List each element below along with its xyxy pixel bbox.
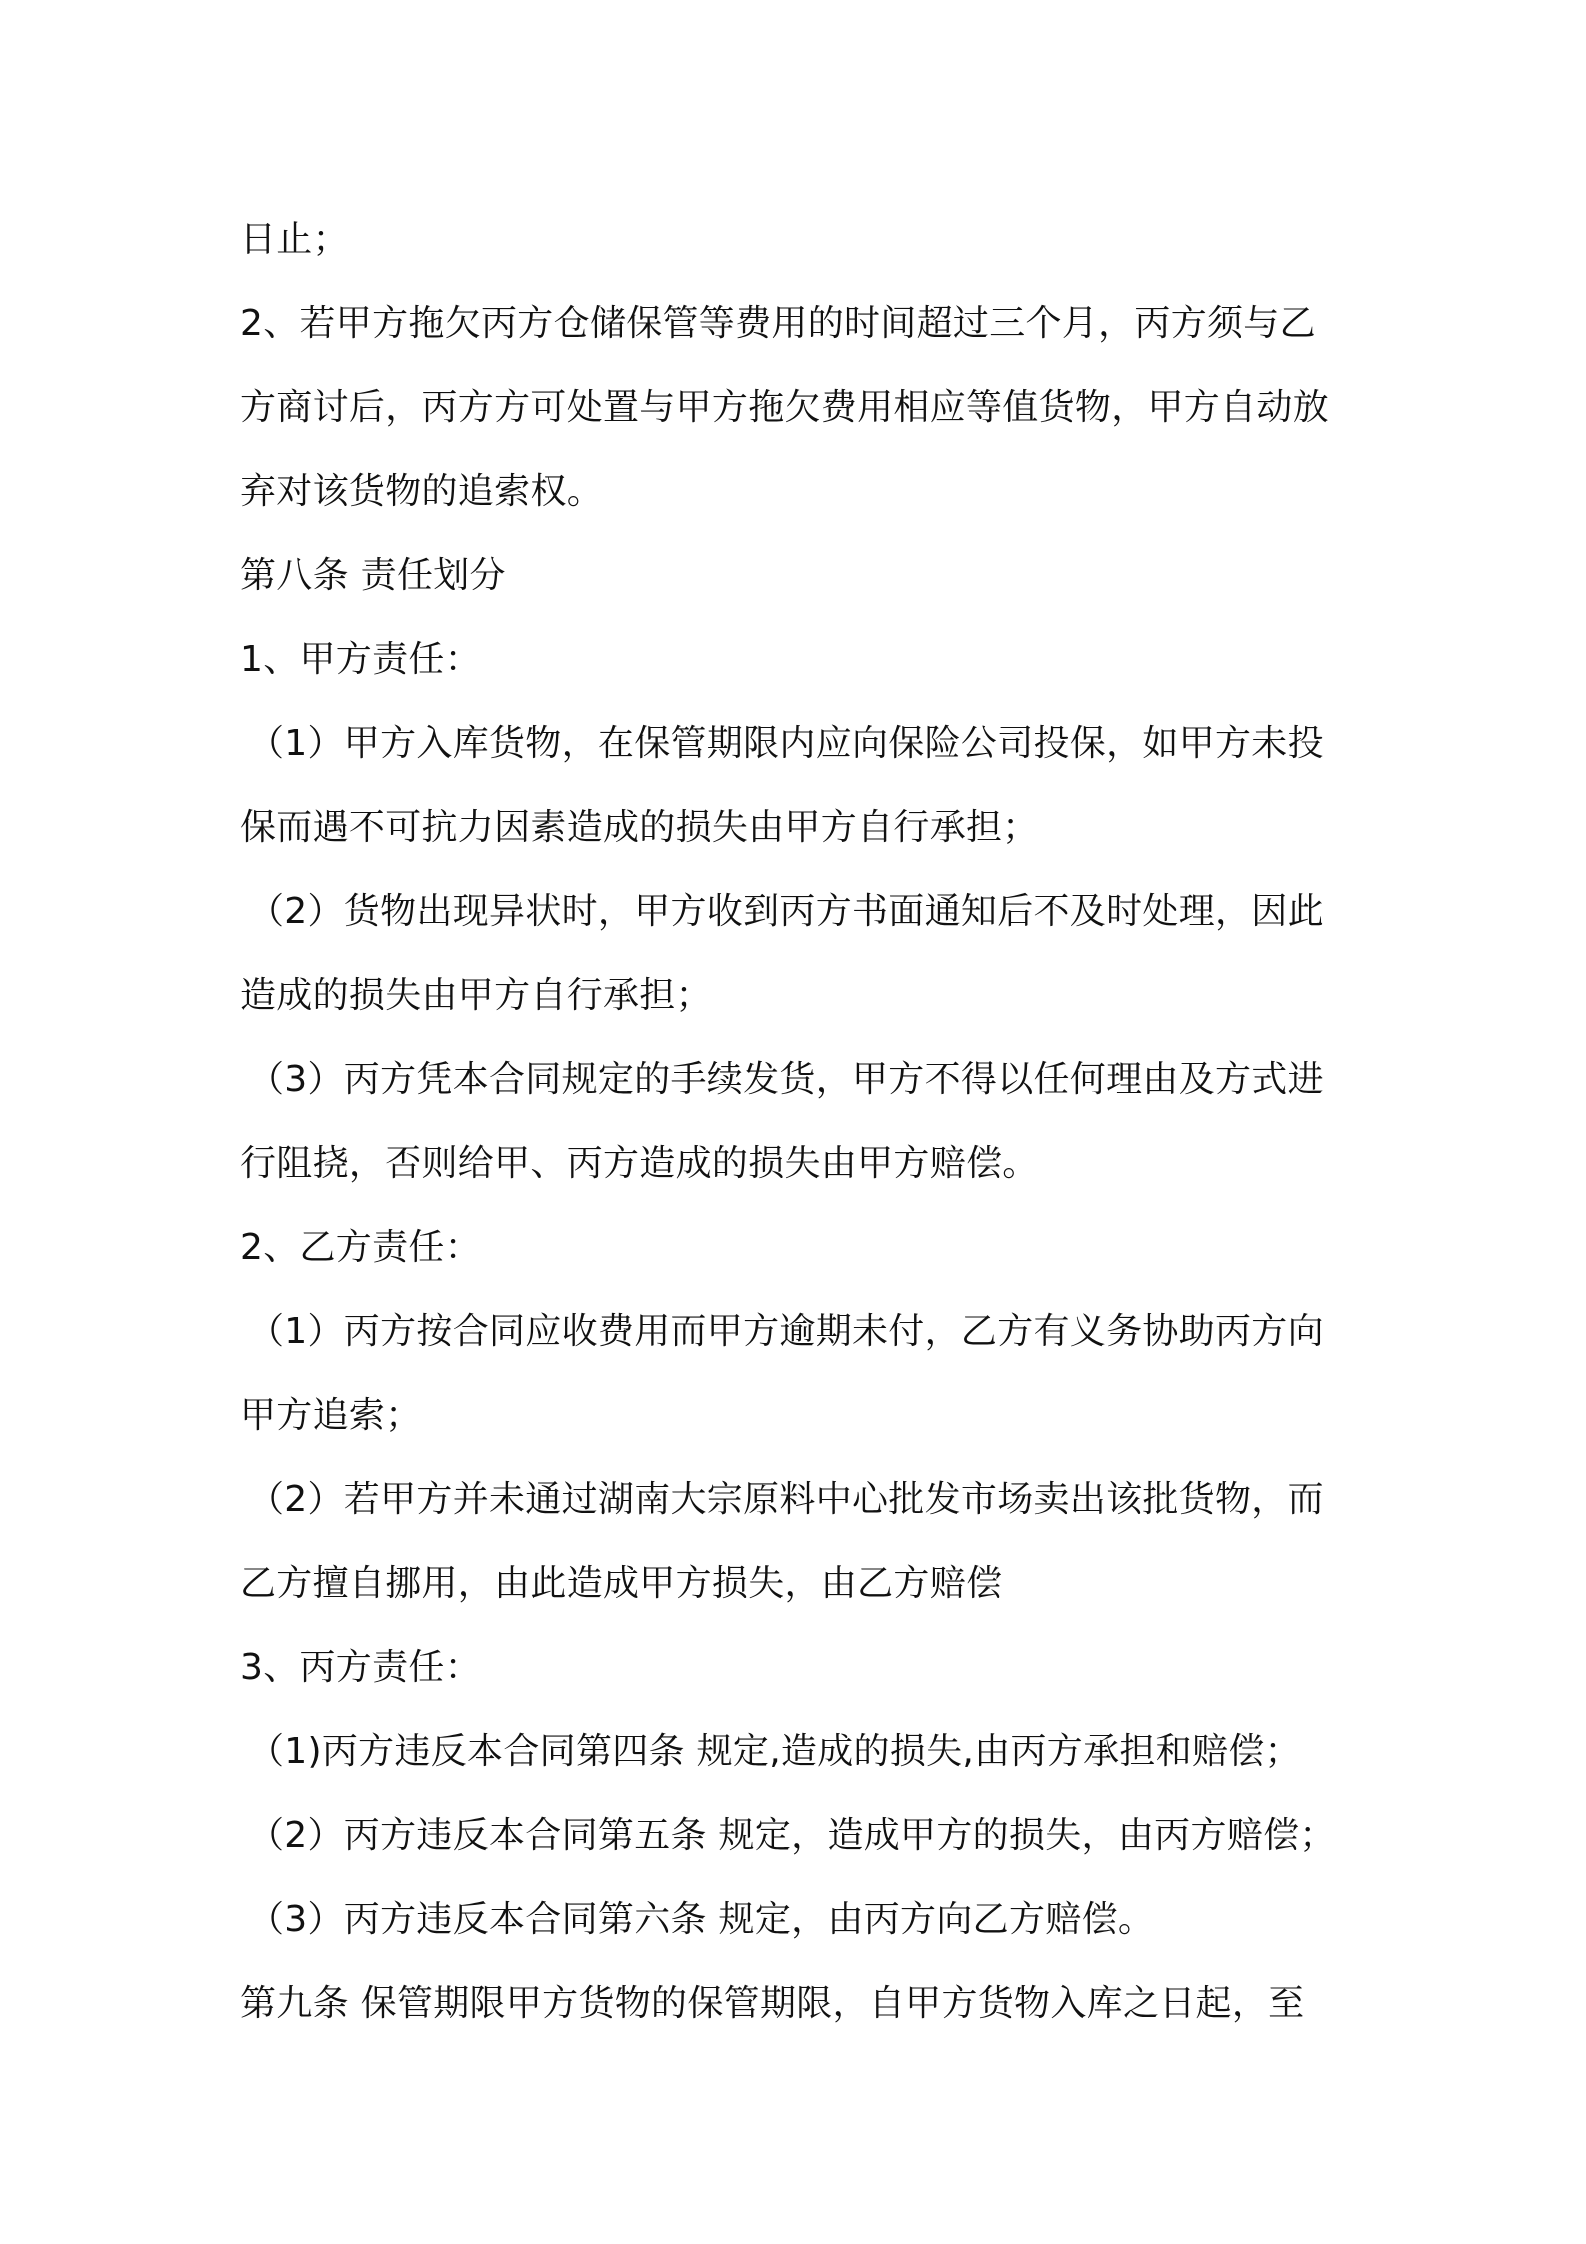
party-a-item-2-line-1: （2）货物出现异状时，甲方收到丙方书面通知后不及时处理，因此 [248,891,1324,932]
clause-7-item-2-line-2: 方商讨后，丙方方可处置与甲方拖欠费用相应等值货物，甲方自动放 [240,387,1330,428]
party-b-item-1-line-2: 甲方追索； [240,1395,422,1436]
party-b-item-2-line-2: 乙方擅自挪用，由此造成甲方损失，由乙方赔偿 [240,1563,1003,1604]
party-c-responsibility-heading: 3、丙方责任： [240,1647,482,1688]
document-body [240,198,1360,2046]
party-a-item-3-line-1: （3）丙方凭本合同规定的手续发货，甲方不得以任何理由及方式进 [248,1059,1324,1100]
party-a-responsibility-heading: 1、甲方责任： [240,639,482,680]
clause-7-item-2-line-1: 2、若甲方拖欠丙方仓储保管等费用的时间超过三个月，丙方须与乙 [240,303,1316,344]
clause-9-line-1: 第九条 保管期限甲方货物的保管期限，自甲方货物入库之日起，至 [240,1983,1305,2024]
party-b-item-1-line-1: （1）丙方按合同应收费用而甲方逾期未付，乙方有义务协助丙方向 [248,1311,1324,1352]
party-b-item-2-line-1: （2）若甲方并未通过湖南大宗原料中心批发市场卖出该批货物，而 [248,1479,1324,1520]
text-line-continuation: 日止； [240,219,349,260]
party-c-item-1: （1)丙方违反本合同第四条 规定,造成的损失,由丙方承担和赔偿； [248,1731,1301,1772]
party-a-item-1-line-1: （1）甲方入库货物，在保管期限内应向保险公司投保，如甲方未投 [248,723,1324,764]
party-b-responsibility-heading: 2、乙方责任： [240,1227,482,1268]
party-a-item-1-line-2: 保而遇不可抗力因素造成的损失由甲方自行承担； [240,807,1039,848]
party-c-item-3: （3）丙方违反本合同第六条 规定，由丙方向乙方赔偿。 [248,1899,1155,1940]
clause-8-heading: 第八条 责任划分 [240,555,506,596]
party-c-item-2: （2）丙方违反本合同第五条 规定，造成甲方的损失，由丙方赔偿； [248,1815,1336,1856]
party-a-item-3-line-2: 行阻挠，否则给甲、丙方造成的损失由甲方赔偿。 [240,1143,1039,1184]
party-a-item-2-line-2: 造成的损失由甲方自行承担； [240,975,712,1016]
clause-7-item-2-line-3: 弃对该货物的追索权。 [240,471,604,512]
